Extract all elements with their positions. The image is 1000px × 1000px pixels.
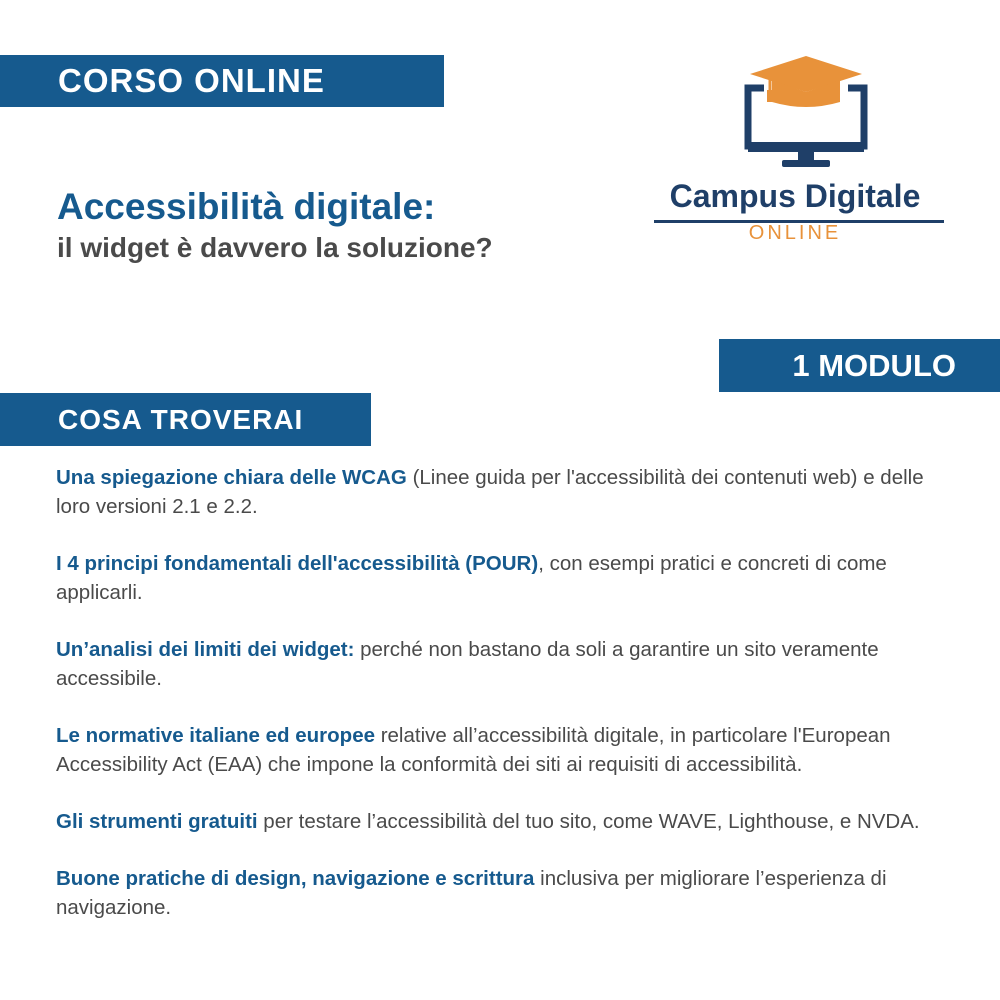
section-title-banner xyxy=(0,393,371,446)
feature-highlight: Una spiegazione chiara delle WCAG xyxy=(56,466,407,489)
campus-digitale-logo xyxy=(640,50,960,250)
logo-tagline: ONLINE xyxy=(748,222,842,244)
feature-item-tools xyxy=(56,807,936,836)
feature-text: , con esempi pratici e concreti di come applicarli. xyxy=(56,552,887,604)
module-count: 1 MODULO xyxy=(792,347,956,383)
logo-name: Campus Digitale xyxy=(669,178,921,214)
page-title: Accessibilità digitale: xyxy=(57,186,436,227)
feature-item-widget-limits xyxy=(56,635,936,693)
feature-text: perché non bastano da soli a garantire un sito veramente accessibile. xyxy=(56,638,879,690)
feature-text: inclusiva per migliorare l’esperienza di navigazione. xyxy=(56,867,887,919)
page-subtitle: il widget è davvero la soluzione? xyxy=(57,232,493,263)
feature-highlight: Le normative italiane ed europee xyxy=(56,724,375,747)
feature-item-pour xyxy=(56,549,936,607)
graduation-cap-monitor-icon xyxy=(640,50,960,175)
course-label-banner xyxy=(0,55,444,107)
feature-highlight: I 4 principi fondamentali dell'accessibilità (POUR) xyxy=(56,552,539,575)
section-title: COSA TROVERAI xyxy=(58,403,304,435)
feature-highlight: Buone pratiche di design, navigazione e scrittura xyxy=(56,867,535,890)
feature-highlight: Un’analisi dei limiti dei widget: xyxy=(56,638,355,661)
feature-list xyxy=(56,463,936,950)
feature-item-wcag xyxy=(56,463,936,521)
feature-highlight: Gli strumenti gratuiti xyxy=(56,810,258,833)
course-label: CORSO ONLINE xyxy=(58,62,325,99)
feature-item-regulations xyxy=(56,721,936,779)
feature-text: (Linee guida per l'accessibilità dei contenuti web) e delle loro versioni 2.1 e 2.2. xyxy=(56,466,924,518)
feature-text: relative all’accessibilità digitale, in particolare l'European Accessibility Act (EAA) che impone la conformità dei siti ai requisiti di accessibilità. xyxy=(56,724,891,776)
feature-text: per testare l’accessibilità del tuo sito, come WAVE, Lighthouse, e NVDA. xyxy=(257,810,920,833)
module-count-banner xyxy=(719,339,1000,392)
feature-item-best-practices xyxy=(56,864,936,922)
